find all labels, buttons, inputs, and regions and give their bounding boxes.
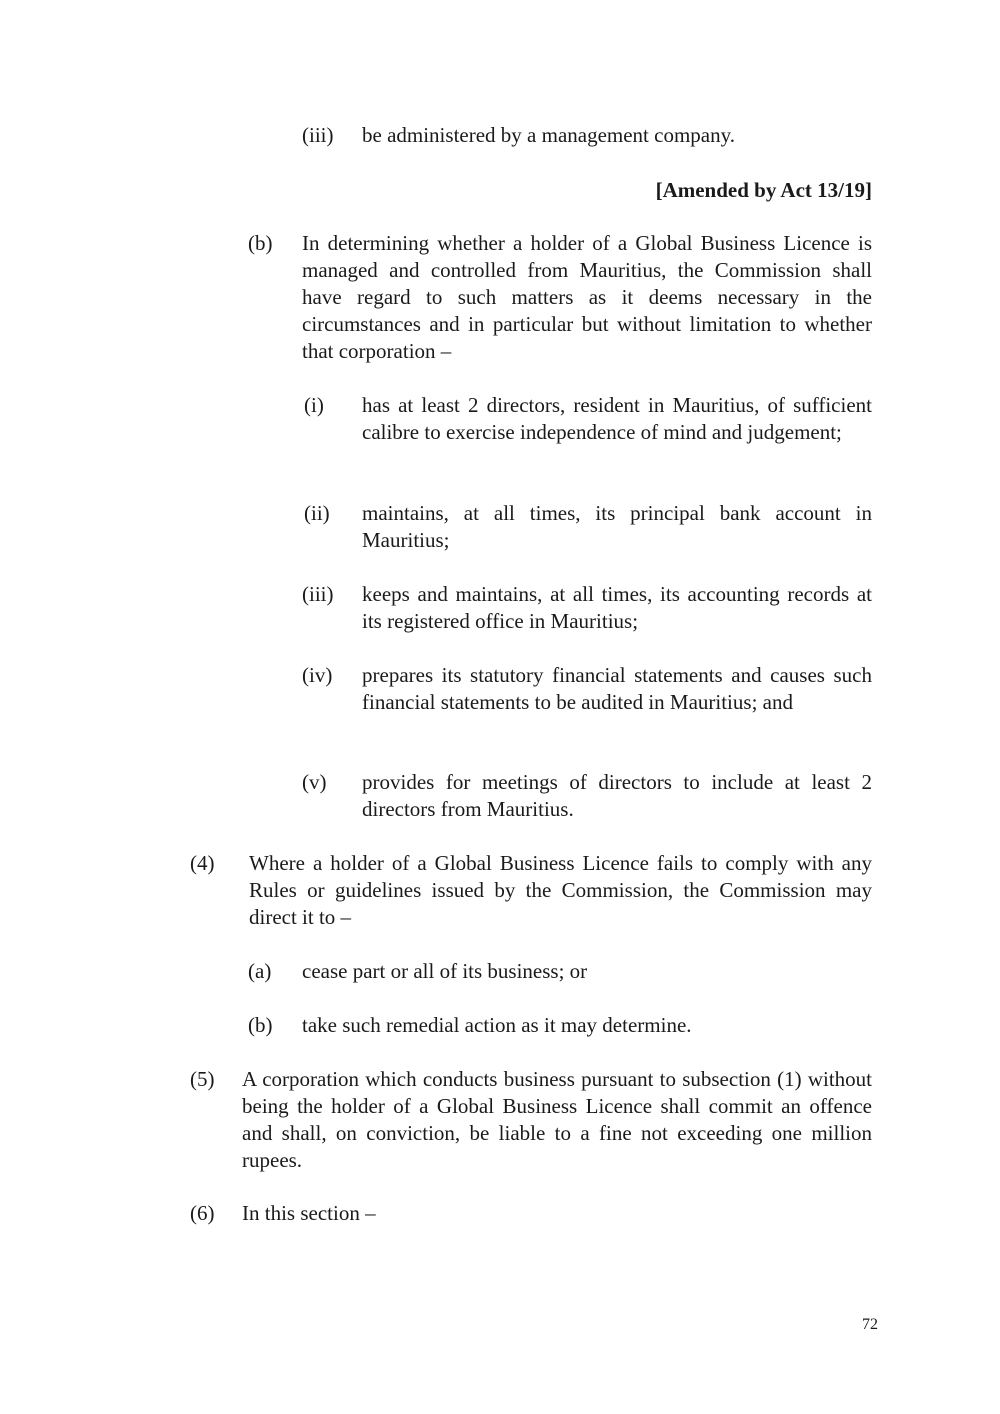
subsection-text: A corporation which conducts business pursuant to subsection (1) without being the holder of a Global Business Licence shall commit an offence and shall, on conviction, be liable to a fine not exceeding one million rupees. bbox=[242, 1067, 872, 1172]
subparagraph-text: provides for meetings of directors to include at least 2 directors from Mauritius. bbox=[362, 770, 872, 821]
clause-label: (iii) bbox=[302, 123, 334, 147]
subparagraph-text: maintains, at all times, its principal bank account in Mauritius; bbox=[362, 501, 872, 552]
amendment-note: [Amended by Act 13/19] bbox=[655, 178, 872, 202]
subsection-label: (5) bbox=[190, 1067, 215, 1091]
paragraph-label: (b) bbox=[248, 1013, 273, 1037]
page-number: 72 bbox=[862, 1316, 878, 1333]
subparagraph-label: (ii) bbox=[304, 501, 330, 525]
subparagraph-label: (iv) bbox=[302, 663, 333, 687]
subsection-text: In this section – bbox=[242, 1201, 376, 1225]
subparagraph-label: (i) bbox=[304, 393, 324, 417]
paragraph-label: (a) bbox=[248, 959, 272, 983]
subsection-label: (4) bbox=[190, 851, 215, 875]
subparagraph-label: (v) bbox=[302, 770, 327, 794]
subsection-label: (6) bbox=[190, 1201, 215, 1225]
clause-text: be administered by a management company. bbox=[362, 123, 736, 147]
paragraph-text: take such remedial action as it may determine. bbox=[302, 1013, 692, 1037]
subparagraph-label: (iii) bbox=[302, 582, 334, 606]
paragraph-text: cease part or all of its business; or bbox=[302, 959, 588, 983]
subparagraph-text: keeps and maintains, at all times, its accounting records at its registered office in Mauritius; bbox=[362, 582, 872, 633]
paragraph-text: In determining whether a holder of a Global Business Licence is managed and controlled from Mauritius, the Commission shall have regard to such matters as it deems necessary in the circumstances and in particular but without limitation to whether that corporation – bbox=[302, 231, 872, 363]
subsection-text: Where a holder of a Global Business Licence fails to comply with any Rules or guidelines issued by the Commission, the Commission may direct it to – bbox=[249, 851, 872, 929]
paragraph-label: (b) bbox=[248, 231, 273, 255]
subparagraph-text: prepares its statutory financial statements and causes such financial statements to be audited in Mauritius; and bbox=[362, 663, 872, 714]
subparagraph-text: has at least 2 directors, resident in Mauritius, of sufficient calibre to exercise independence of mind and judgement; bbox=[362, 393, 872, 444]
